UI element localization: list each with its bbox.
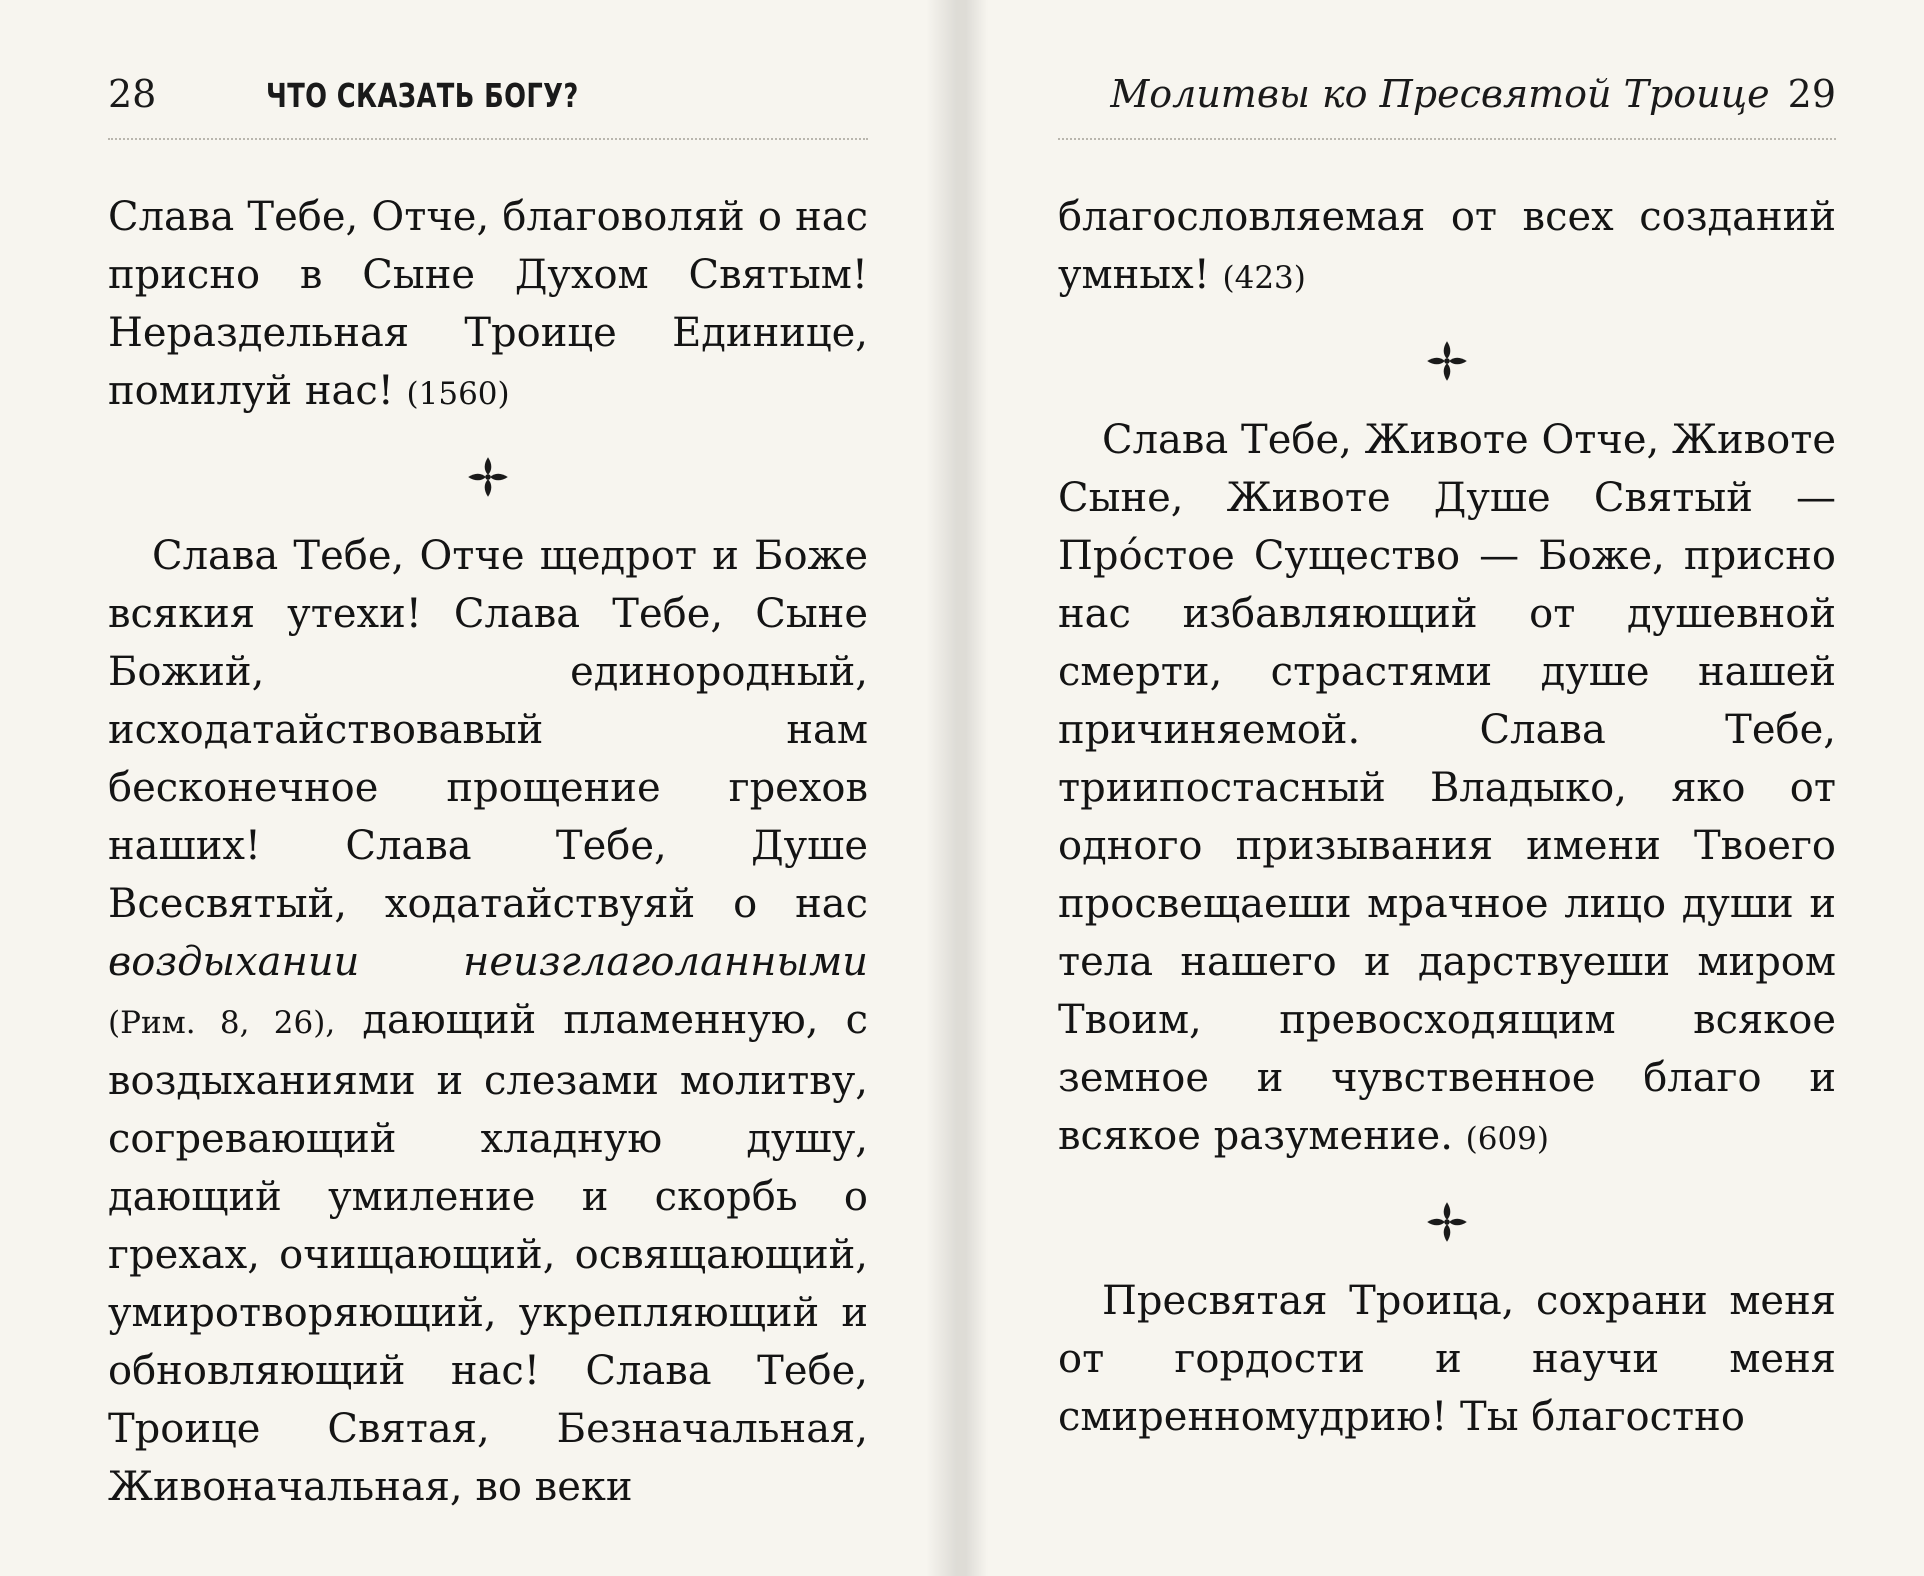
left-prayer-2	[108, 527, 868, 1516]
left-prayer-1-text: Слава Тебе, Отче, благоволяй о нас присно в Сыне Духом Святым! Нераздельная Троице Единице, помилуй нас!	[108, 194, 868, 414]
right-prayer-3	[1058, 1272, 1836, 1446]
right-prayer-2-text: Слава Тебе, Животе Отче, Животе Сыне, Животе Душе Святый — Про́стое Существо — Боже, присно нас избавляющий от душевной смерти, страстями душе нашей причиняемой. Слава Тебе, триипостасный Владыко, яко от одного призывания имени Твоего просвещаеши мрачное лицо души и тела нашего и дарствуеши миром Твоим, превосходящим всякое земное и чувственное благо и всякое разумение.	[1058, 417, 1836, 1159]
left-page-number: 28	[108, 72, 157, 116]
left-running-title: ЧТО СКАЗАТЬ БОГУ?	[266, 76, 580, 115]
right-running-title: Молитвы ко Пресвятой Троице	[1110, 72, 1770, 116]
cross-ornament-icon	[1425, 339, 1469, 383]
left-prayer-2-ref: (Рим. 8, 26),	[108, 1005, 336, 1041]
left-prayer-2-text-a: Слава Тебе, Отче щедрот и Боже всякия утехи! Слава Тебе, Сыне Божий, единородный, исходатайствовавый нам бесконечное прощение грехов наших! Слава Тебе, Душе Всесвятый, ходатайствуяй о нас	[108, 533, 868, 927]
left-prayer-2-quote: воздыхании неизглаголанными	[108, 939, 868, 985]
right-prayer-3-text: Пресвятая Троица, сохрани меня от гордости и научи меня смиренномудрию! Ты благостно	[1058, 1278, 1836, 1440]
right-page	[966, 0, 1924, 1576]
right-prayer-1-ref: (423)	[1222, 260, 1306, 296]
right-header-rule	[1058, 138, 1836, 141]
left-prayer-2-text-b: дающий пламенную, с воздыханиями и слезами молитву, согревающий хладную душу, дающий умиление и скорбь о грехах, очищающий, освящающий, умиротворяющий, укрепляющий и обновляющий нас! Слава Тебе, Троице Святая, Безначальная, Живоначальная, во веки	[108, 997, 868, 1510]
left-header-rule	[108, 138, 868, 141]
cross-ornament-icon	[1425, 1200, 1469, 1244]
left-page-header	[108, 72, 868, 124]
left-prayer-1-ref: (1560)	[406, 376, 510, 412]
right-page-body	[1058, 188, 1836, 1446]
left-page-body	[108, 188, 868, 1516]
cross-ornament-icon	[466, 455, 510, 499]
right-prayer-1-text: благословляемая от всех созданий умных!	[1058, 194, 1836, 298]
right-page-header	[1076, 72, 1836, 124]
left-page	[0, 0, 956, 1576]
right-page-number: 29	[1787, 72, 1836, 116]
left-prayer-1	[108, 188, 868, 423]
right-prayer-1	[1058, 188, 1836, 307]
right-prayer-2	[1058, 411, 1836, 1168]
right-prayer-2-ref: (609)	[1465, 1121, 1549, 1157]
